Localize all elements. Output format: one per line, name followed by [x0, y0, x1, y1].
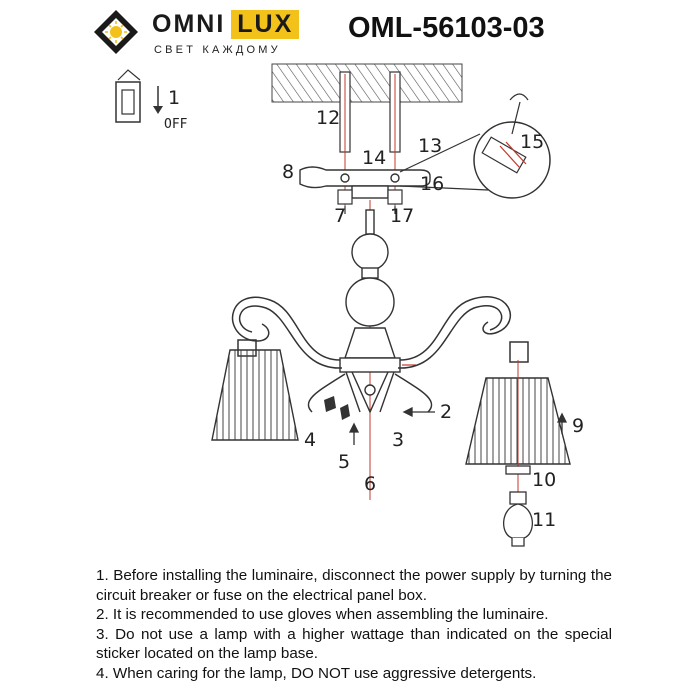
off-label: OFF: [164, 117, 188, 132]
omnilux-logo-icon: [92, 8, 140, 56]
callout-9: 9: [572, 415, 585, 437]
wire-connectors: [324, 396, 350, 420]
callout-4: 4: [304, 429, 317, 451]
callout-16: 16: [420, 173, 445, 195]
note-1: 1. Before installing the luminaire, disconnect the power supply by turning the circuit breaker or fuse on the electrical panel box.: [96, 567, 612, 604]
left-shade: [212, 350, 298, 440]
callout-12: 12: [316, 107, 341, 129]
callout-1: 1: [168, 87, 181, 109]
brand-tagline: СВЕТ КАЖДОМУ: [154, 44, 281, 56]
callout-2: 2: [440, 401, 453, 423]
callout-14: 14: [362, 147, 387, 169]
model-number: OML-56103-03: [348, 12, 545, 44]
chandelier-body: [340, 200, 416, 500]
callout-5: 5: [338, 451, 351, 473]
callout-10: 10: [532, 469, 557, 491]
callout-15: 15: [520, 131, 545, 153]
note-3: 3. Do not use a lamp with a higher wattage than indicated on the special sticker located on the lamp base.: [96, 625, 612, 662]
callout-8: 8: [282, 161, 295, 183]
note-4: 4. When caring for the lamp, DO NOT use aggressive detergents.: [96, 664, 537, 682]
installation-notes: [96, 566, 612, 683]
mounting-bracket: [300, 167, 430, 198]
ceiling: [272, 64, 462, 102]
header: [0, 0, 700, 60]
brand-left: OMNI: [152, 10, 226, 38]
callout-3: 3: [392, 429, 405, 451]
note-2: 2. It is recommended to use gloves when assembling the luminaire.: [96, 606, 549, 623]
callout-17: 17: [390, 205, 415, 227]
assembly-diagram: [0, 60, 700, 560]
callout-6: 6: [364, 473, 377, 495]
brand-right: LUX: [231, 10, 299, 39]
callout-11: 11: [532, 509, 557, 531]
callout-13: 13: [418, 135, 443, 157]
brand-name: [152, 10, 299, 39]
callout-7: 7: [334, 205, 347, 227]
